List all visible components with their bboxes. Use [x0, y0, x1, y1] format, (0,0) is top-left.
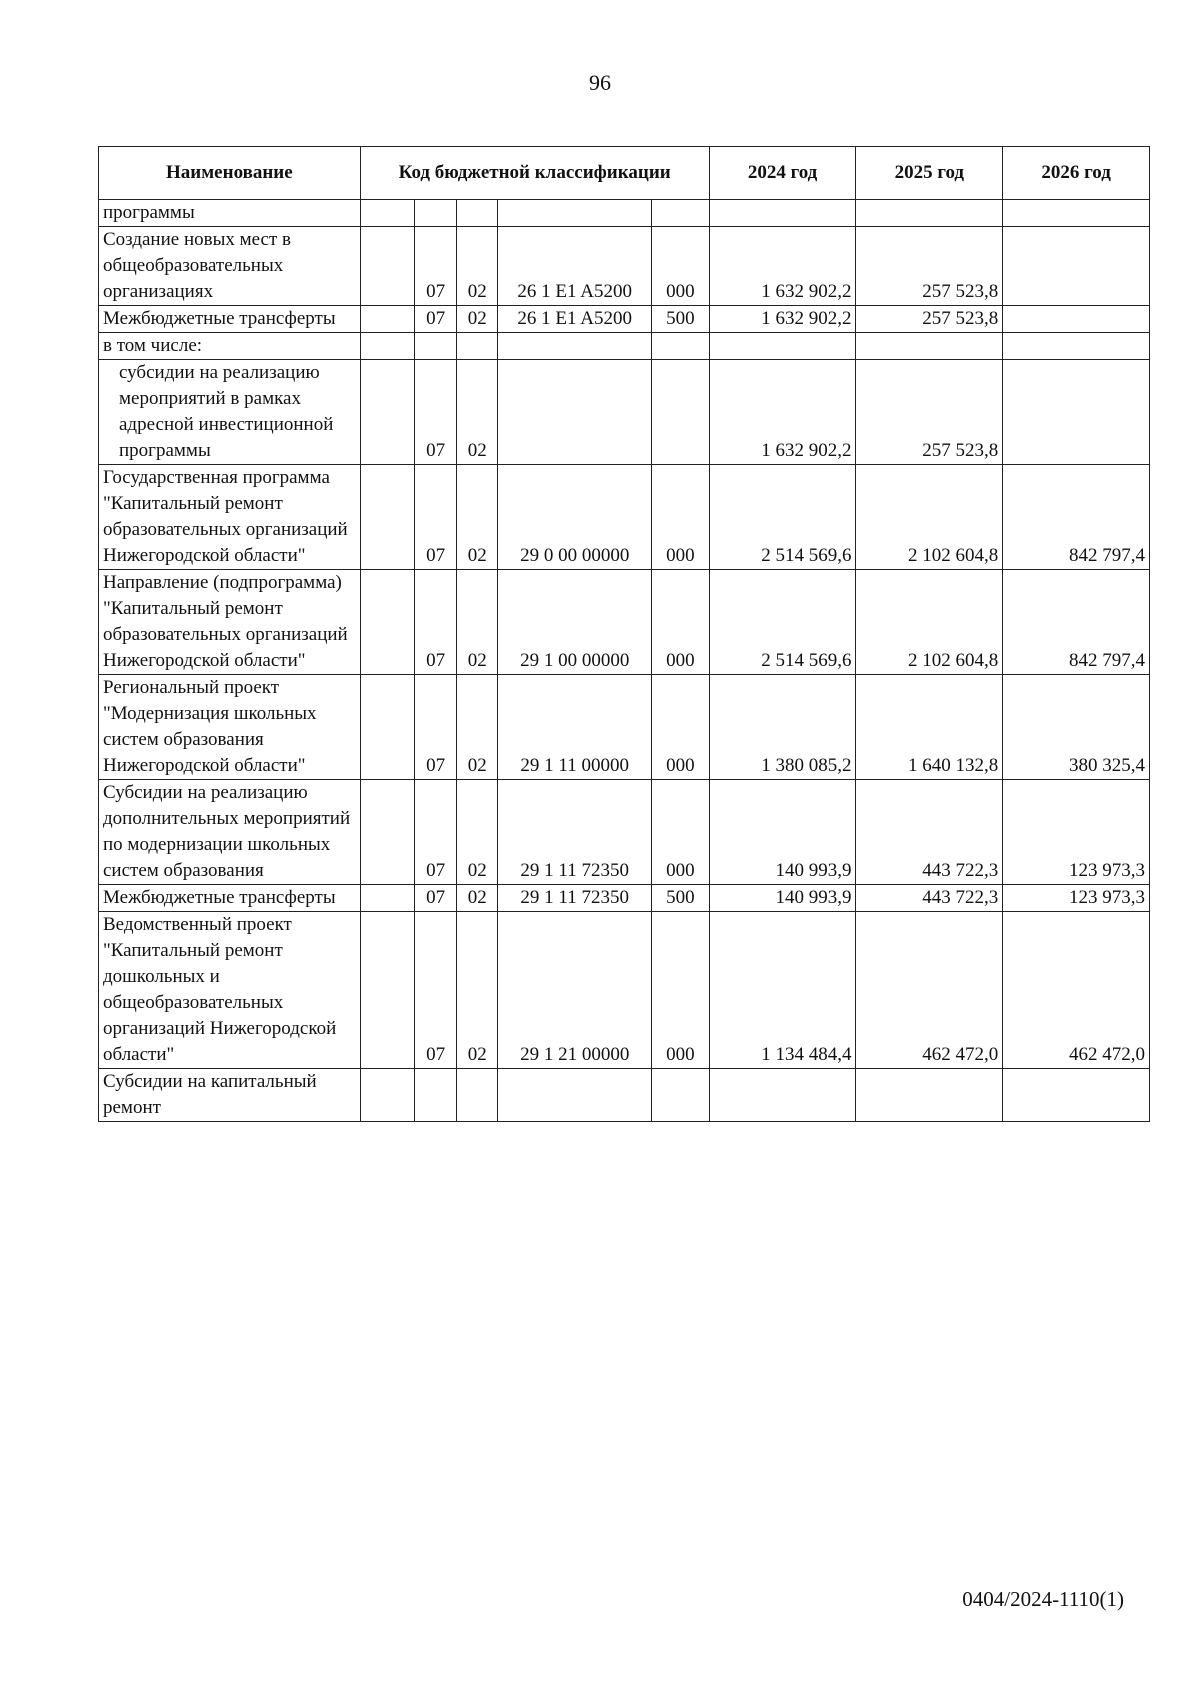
- cell-2025: 257 523,8: [856, 227, 1003, 306]
- table-row: [99, 885, 1150, 912]
- cell-subsection: 02: [457, 885, 498, 912]
- cell-expense-type: [652, 200, 710, 227]
- cell-expense-type: 000: [652, 912, 710, 1069]
- cell-target-article: 29 1 00 00000: [498, 570, 652, 675]
- cell-blank: [360, 885, 414, 912]
- cell-2024: 140 993,9: [709, 780, 856, 885]
- cell-subsection: 02: [457, 675, 498, 780]
- cell-section: 07: [415, 227, 457, 306]
- cell-subsection: 02: [457, 306, 498, 333]
- cell-expense-type: 000: [652, 227, 710, 306]
- cell-target-article: [498, 333, 652, 360]
- cell-expense-type: 000: [652, 675, 710, 780]
- cell-blank: [360, 675, 414, 780]
- cell-blank: [360, 912, 414, 1069]
- cell-2026: 842 797,4: [1003, 570, 1150, 675]
- cell-name: программы: [99, 200, 361, 227]
- cell-subsection: 02: [457, 570, 498, 675]
- cell-blank: [360, 780, 414, 885]
- cell-2024: 1 380 085,2: [709, 675, 856, 780]
- cell-subsection: 02: [457, 227, 498, 306]
- cell-2025: 443 722,3: [856, 780, 1003, 885]
- cell-2026: [1003, 306, 1150, 333]
- cell-2026: 462 472,0: [1003, 912, 1150, 1069]
- cell-2026: 123 973,3: [1003, 885, 1150, 912]
- cell-2024: 1 632 902,2: [709, 360, 856, 465]
- header-2026: 2026 год: [1003, 147, 1150, 200]
- cell-2024: [709, 200, 856, 227]
- cell-subsection: 02: [457, 780, 498, 885]
- cell-2026: [1003, 227, 1150, 306]
- cell-blank: [360, 333, 414, 360]
- cell-2025: 257 523,8: [856, 306, 1003, 333]
- cell-name: Ведомственный проект "Капитальный ремонт дошкольных и общеобразовательных организаций Нижегородской области": [99, 912, 361, 1069]
- table-row: [99, 570, 1150, 675]
- cell-subsection: 02: [457, 360, 498, 465]
- cell-section: [415, 1069, 457, 1122]
- cell-2025: 2 102 604,8: [856, 570, 1003, 675]
- cell-target-article: 29 1 11 72350: [498, 885, 652, 912]
- cell-target-article: 29 1 11 72350: [498, 780, 652, 885]
- cell-name: Межбюджетные трансферты: [99, 306, 361, 333]
- cell-2025: [856, 200, 1003, 227]
- cell-2025: 257 523,8: [856, 360, 1003, 465]
- cell-name: Направление (подпрограмма) "Капитальный ремонт образовательных организаций Нижегородской области": [99, 570, 361, 675]
- table-row: [99, 780, 1150, 885]
- page-number: 96: [589, 70, 611, 95]
- header-2024: 2024 год: [709, 147, 856, 200]
- document-code: 0404/2024-1110(1): [962, 1587, 1124, 1611]
- cell-blank: [360, 200, 414, 227]
- cell-blank: [360, 465, 414, 570]
- cell-section: 07: [415, 306, 457, 333]
- table-row: [99, 227, 1150, 306]
- cell-2025: 462 472,0: [856, 912, 1003, 1069]
- cell-subsection: 02: [457, 912, 498, 1069]
- cell-name: Создание новых мест в общеобразовательных организациях: [99, 227, 361, 306]
- table-row: [99, 200, 1150, 227]
- cell-name: субсидии на реализацию мероприятий в рамках адресной инвестиционной программы: [99, 360, 361, 465]
- cell-2025: [856, 333, 1003, 360]
- header-2025: 2025 год: [856, 147, 1003, 200]
- header-name: Наименование: [99, 147, 361, 200]
- cell-2024: 2 514 569,6: [709, 465, 856, 570]
- cell-expense-type: 500: [652, 885, 710, 912]
- cell-expense-type: 000: [652, 570, 710, 675]
- cell-name: Региональный проект "Модернизация школьных систем образования Нижегородской области": [99, 675, 361, 780]
- cell-2024: [709, 333, 856, 360]
- cell-2025: 1 640 132,8: [856, 675, 1003, 780]
- table-row: [99, 912, 1150, 1069]
- cell-expense-type: [652, 360, 710, 465]
- cell-blank: [360, 570, 414, 675]
- cell-expense-type: [652, 333, 710, 360]
- cell-subsection: 02: [457, 465, 498, 570]
- cell-section: 07: [415, 360, 457, 465]
- cell-target-article: 29 0 00 00000: [498, 465, 652, 570]
- cell-expense-type: [652, 1069, 710, 1122]
- cell-section: 07: [415, 912, 457, 1069]
- budget-table: [98, 146, 1150, 1122]
- cell-2025: [856, 1069, 1003, 1122]
- cell-subsection: [457, 200, 498, 227]
- cell-target-article: [498, 1069, 652, 1122]
- cell-target-article: 29 1 11 00000: [498, 675, 652, 780]
- cell-2024: [709, 1069, 856, 1122]
- cell-name: Межбюджетные трансферты: [99, 885, 361, 912]
- cell-section: [415, 333, 457, 360]
- cell-subsection: [457, 1069, 498, 1122]
- cell-2026: [1003, 333, 1150, 360]
- cell-name: Субсидии на капитальный ремонт: [99, 1069, 361, 1122]
- cell-section: [415, 200, 457, 227]
- cell-2026: 380 325,4: [1003, 675, 1150, 780]
- cell-2026: 842 797,4: [1003, 465, 1150, 570]
- cell-2024: 1 632 902,2: [709, 306, 856, 333]
- cell-expense-type: 500: [652, 306, 710, 333]
- cell-target-article: [498, 200, 652, 227]
- cell-blank: [360, 1069, 414, 1122]
- table-row: [99, 675, 1150, 780]
- cell-expense-type: 000: [652, 465, 710, 570]
- cell-name: Государственная программа "Капитальный ремонт образовательных организаций Нижегородской области": [99, 465, 361, 570]
- cell-blank: [360, 306, 414, 333]
- cell-target-article: 26 1 E1 A5200: [498, 306, 652, 333]
- cell-2024: 140 993,9: [709, 885, 856, 912]
- header-kbk: Код бюджетной классификации: [360, 147, 709, 200]
- cell-2026: [1003, 360, 1150, 465]
- cell-section: 07: [415, 780, 457, 885]
- table-row: [99, 1069, 1150, 1122]
- table-row: [99, 306, 1150, 333]
- table-body: [99, 200, 1150, 1122]
- table-row: [99, 333, 1150, 360]
- cell-name: Субсидии на реализацию дополнительных мероприятий по модернизации школьных систем образования: [99, 780, 361, 885]
- cell-target-article: 29 1 21 00000: [498, 912, 652, 1069]
- cell-name: в том числе:: [99, 333, 361, 360]
- cell-subsection: [457, 333, 498, 360]
- cell-target-article: 26 1 E1 A5200: [498, 227, 652, 306]
- cell-2025: 443 722,3: [856, 885, 1003, 912]
- header-row: [99, 147, 1150, 200]
- table-row: [99, 360, 1150, 465]
- cell-expense-type: 000: [652, 780, 710, 885]
- cell-2024: 1 632 902,2: [709, 227, 856, 306]
- cell-section: 07: [415, 570, 457, 675]
- cell-section: 07: [415, 675, 457, 780]
- cell-2026: [1003, 200, 1150, 227]
- cell-blank: [360, 227, 414, 306]
- cell-2025: 2 102 604,8: [856, 465, 1003, 570]
- cell-2026: [1003, 1069, 1150, 1122]
- cell-2026: 123 973,3: [1003, 780, 1150, 885]
- cell-2024: 1 134 484,4: [709, 912, 856, 1069]
- cell-section: 07: [415, 885, 457, 912]
- cell-section: 07: [415, 465, 457, 570]
- cell-2024: 2 514 569,6: [709, 570, 856, 675]
- cell-blank: [360, 360, 414, 465]
- table-row: [99, 465, 1150, 570]
- cell-target-article: [498, 360, 652, 465]
